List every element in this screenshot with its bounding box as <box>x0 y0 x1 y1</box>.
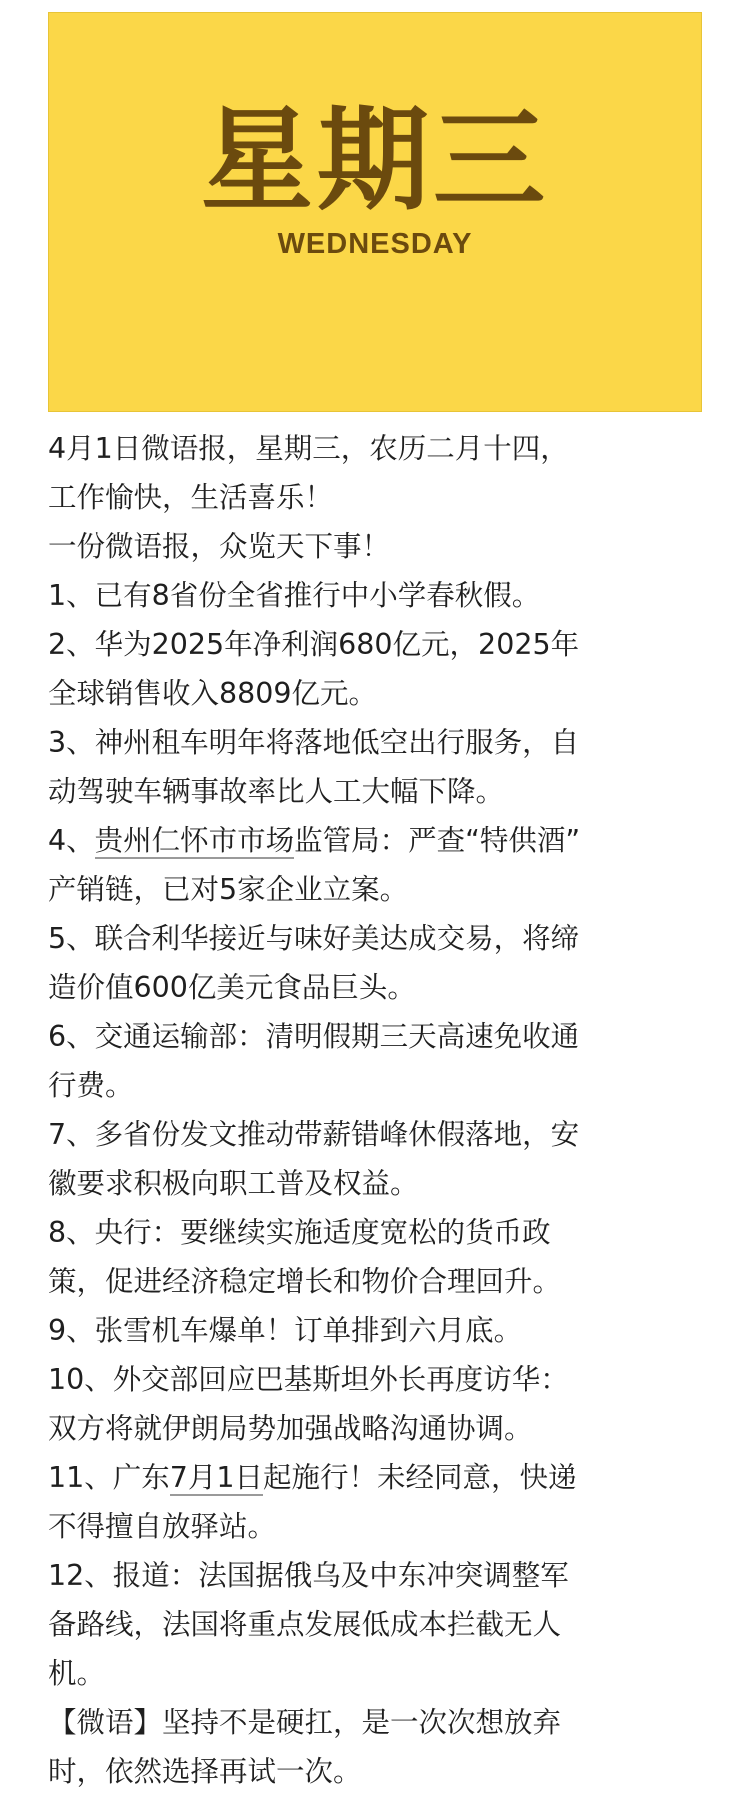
banner-title: 星期三 <box>201 96 549 226</box>
news-line: 3、神州租车明年将落地低空出行服务，自 <box>48 726 580 759</box>
news-line: 9、张雪机车爆单！订单排到六月底。 <box>48 1314 523 1347</box>
wednesday-banner <box>48 12 702 412</box>
news-line: 1、已有8省份全省推行中小学春秋假。 <box>48 579 541 612</box>
news-line: 全球销售收入8809亿元。 <box>48 677 378 710</box>
news-line: 12、报道：法国据俄乌及中东冲突调整军 <box>48 1559 569 1592</box>
news-line: 7、多省份发文推动带薪错峰休假落地，安 <box>48 1118 580 1151</box>
banner-subtitle: WEDNESDAY <box>277 228 473 260</box>
news-line: 机。 <box>48 1657 106 1690</box>
news-line-with-link <box>48 816 704 865</box>
news-line: 备路线，法国将重点发展低成本拦截无人 <box>48 1608 562 1641</box>
line-suffix: 起施行！未经同意，快递 <box>263 1461 577 1494</box>
news-line: 产销链，已对5家企业立案。 <box>48 873 409 906</box>
news-line: 10、外交部回应巴基斯坦外长再度访华： <box>48 1363 569 1396</box>
news-line: 4月1日微语报，星期三，农历二月十四， <box>48 432 569 465</box>
news-line: 造价值600亿美元食品巨头。 <box>48 971 416 1004</box>
news-line-with-link <box>48 1453 704 1502</box>
news-line: 行费。 <box>48 1069 134 1102</box>
line-prefix: 11、广东 <box>48 1461 170 1494</box>
news-line: 5、联合利华接近与味好美达成交易，将缔 <box>48 922 580 955</box>
news-line: 徽要求积极向职工普及权益。 <box>48 1167 419 1200</box>
news-line: 不得擅自放驿站。 <box>48 1510 277 1543</box>
news-content <box>48 424 704 1796</box>
search-link-july-first[interactable]: 7月1日 <box>169 1461 264 1494</box>
news-line: 时，依然选择再试一次。 <box>48 1755 362 1788</box>
news-line: 一份微语报，众览天下事！ <box>48 530 391 563</box>
line-suffix: 监管局：严查“特供酒” <box>294 824 581 857</box>
news-line: 双方将就伊朗局势加强战略沟通协调。 <box>48 1412 533 1445</box>
news-line: 工作愉快，生活喜乐！ <box>48 481 334 514</box>
news-line: 8、央行：要继续实施适度宽松的货币政 <box>48 1216 551 1249</box>
news-line: 2、华为2025年净利润680亿元，2025年 <box>48 628 580 661</box>
news-line: 策，促进经济稳定增长和物价合理回升。 <box>48 1265 562 1298</box>
news-line: 【微语】坚持不是硬扛，是一次次想放弃 <box>48 1706 562 1739</box>
news-line: 6、交通运输部：清明假期三天高速免收通 <box>48 1020 580 1053</box>
line-prefix: 4、 <box>48 824 95 857</box>
search-link-guizhou-renhuai[interactable]: 贵州仁怀市市场 <box>94 824 295 857</box>
news-line: 动驾驶车辆事故率比人工大幅下降。 <box>48 775 505 808</box>
